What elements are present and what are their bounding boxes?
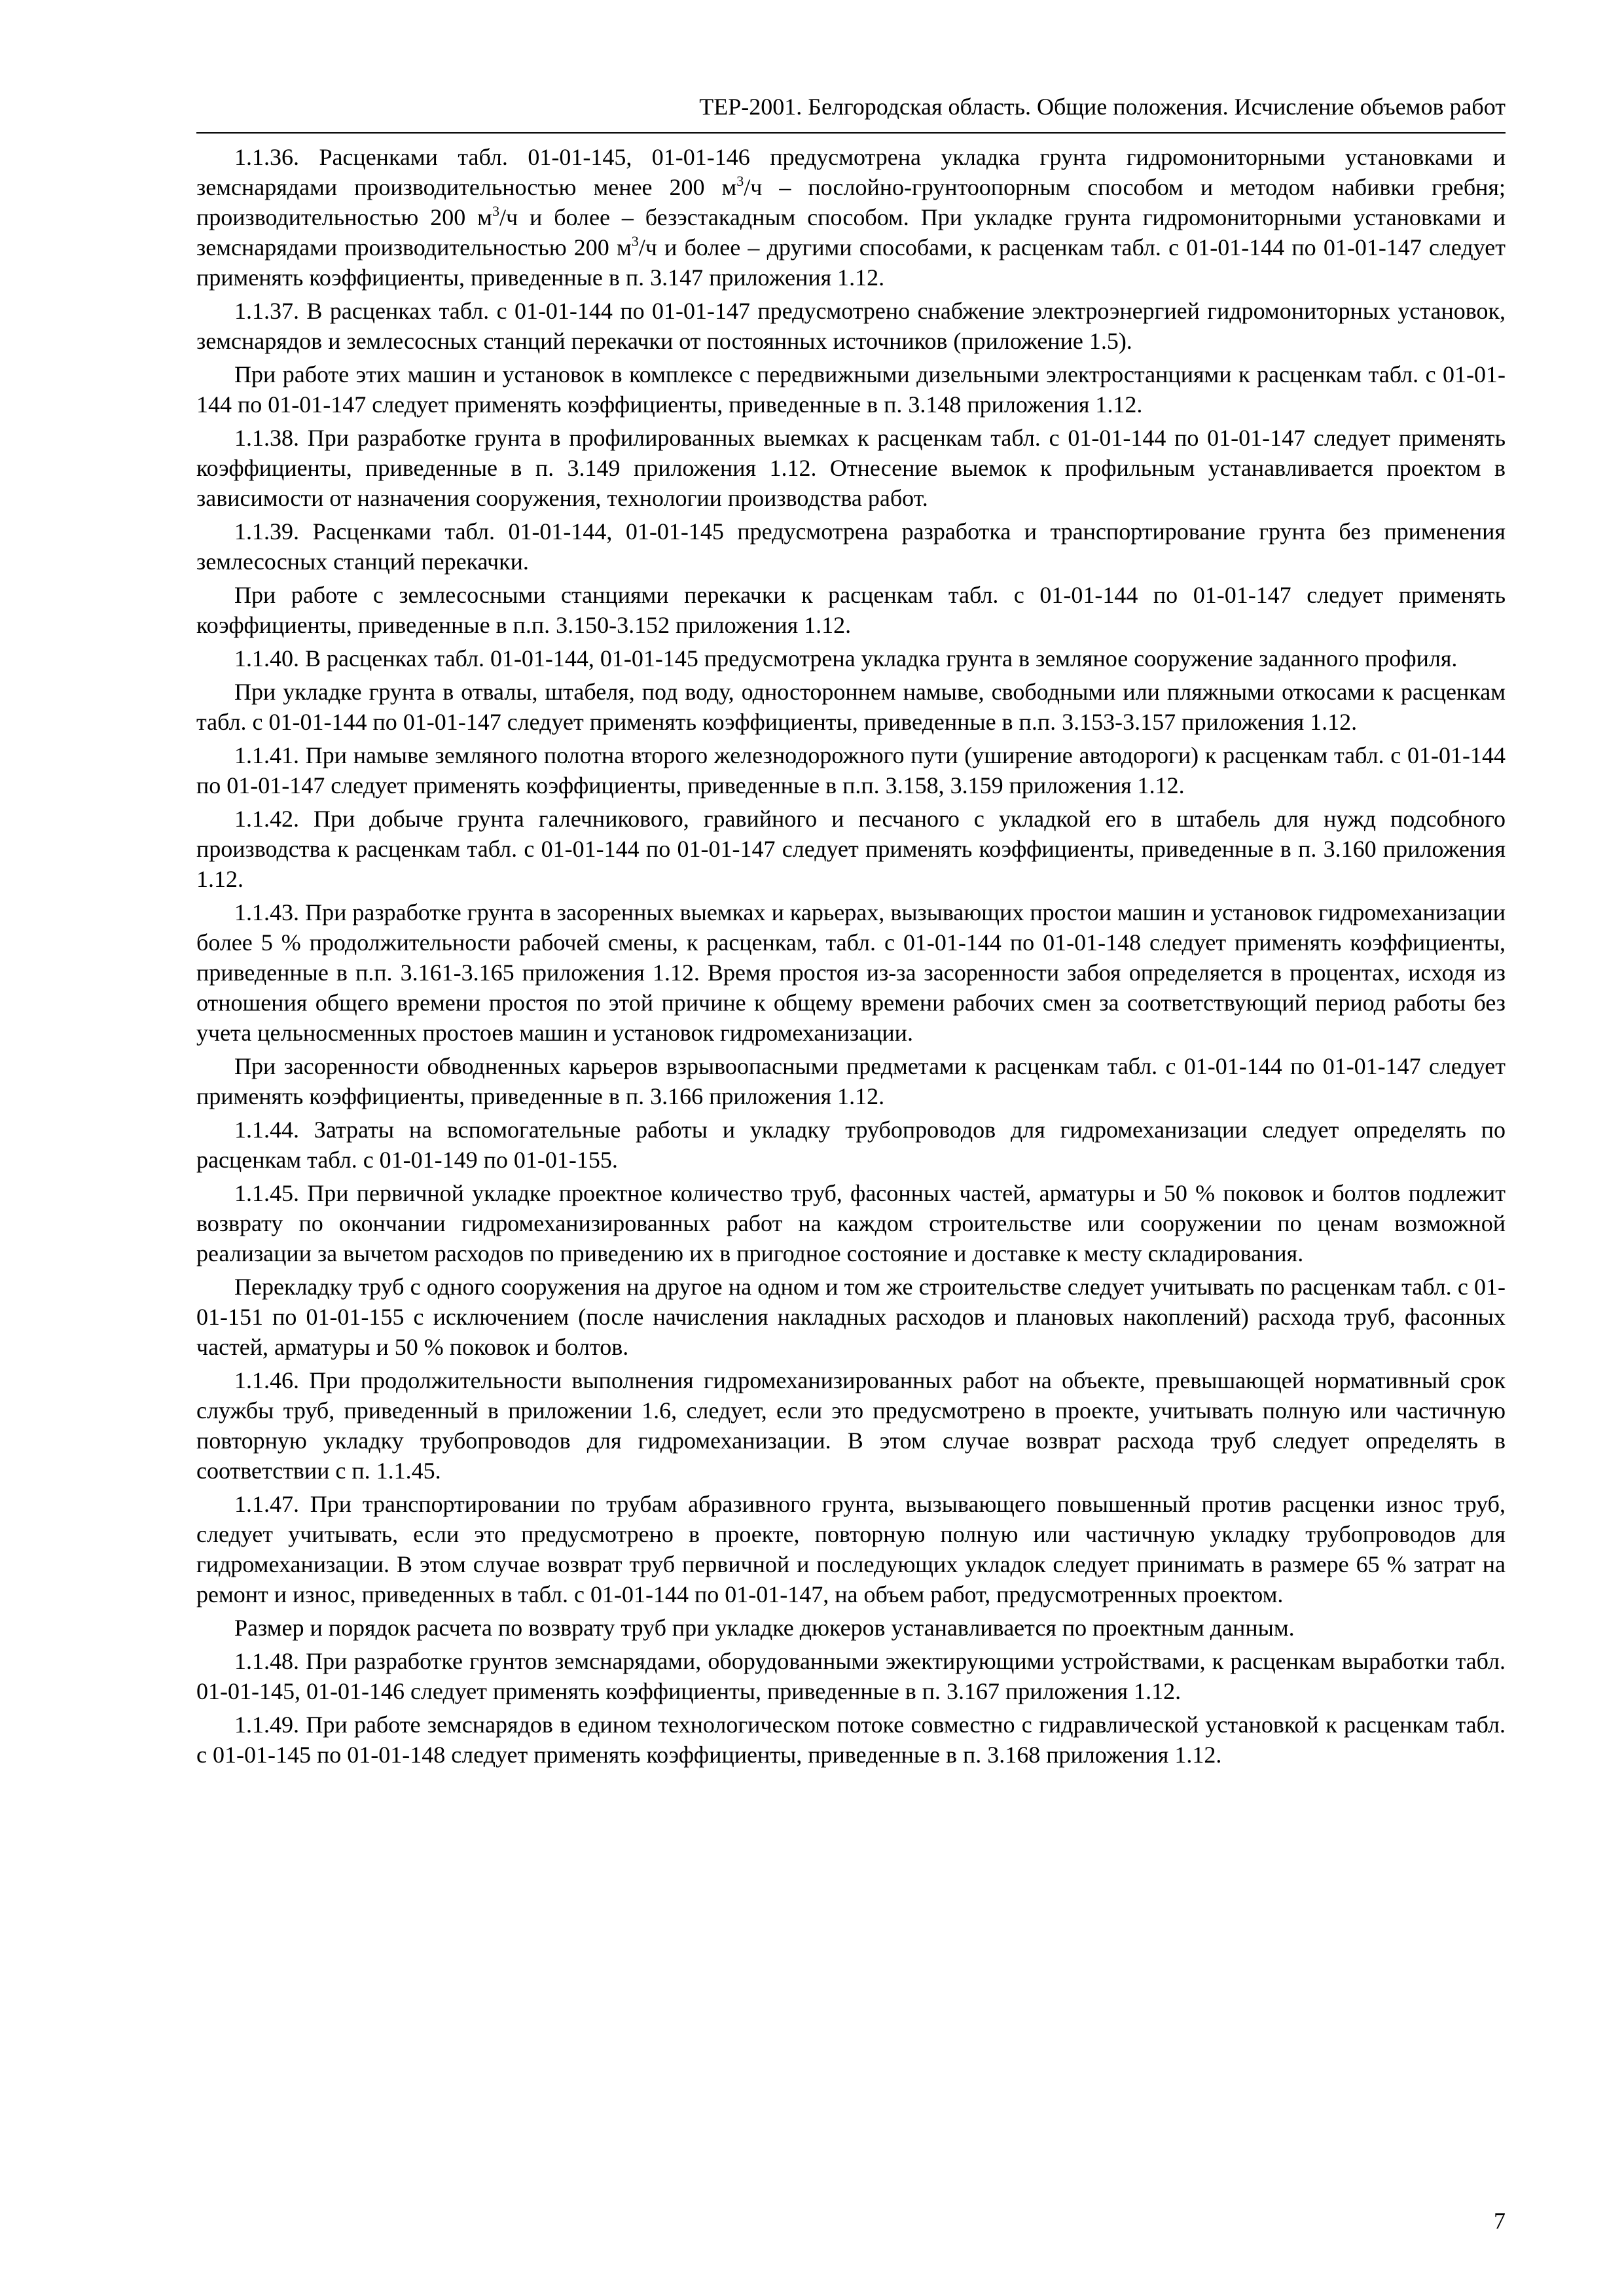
paragraph-1-1-37: 1.1.37. В расценках табл. с 01-01-144 по 01-01-147 предусмотрено снабжение электроэнергией гидромониторных установок, земснарядов и землесосных станций перекачки от постоянных источников (приложение 1.5).	[196, 298, 1506, 354]
paragraph: При работе с землесосными станциями перекачки к расценкам табл. с 01-01-144 по 01-01-147 следует применять коэффициенты, приведенные в п.п. 3.150-3.152 приложения 1.12.	[196, 582, 1506, 638]
document-body	[196, 142, 1506, 1773]
paragraph-1-1-46: 1.1.46. При продолжительности выполнения гидромеханизированных работ на объекте, превышающей нормативный срок службы труб, приведенный в приложении 1.6, следует, если это предусмотрено в проекте, учитывать полную или частичную повторную укладку трубопроводов для гидромеханизации. В этом случае возврат расхода труб следует определять в соответствии с п. 1.1.45.	[196, 1367, 1506, 1484]
superscript-cubic: 3	[736, 173, 744, 189]
paragraph: При укладке грунта в отвалы, штабеля, под воду, одностороннем намыве, свободными или пляжными откосами к расценкам табл. с 01-01-144 по 01-01-147 следует применять коэффициенты, приведенные в п.п. 3.153-3.157 приложения 1.12.	[196, 679, 1506, 735]
paragraph: При засоренности обводненных карьеров взрывоопасными предметами к расценкам табл. с 01-01-144 по 01-01-147 следует применять коэффициенты, приведенные в п. 3.166 приложения 1.12.	[196, 1053, 1506, 1109]
paragraph-1-1-36: 1.1.36. Расценками табл. 01-01-145, 01-01-146 предусмотрена укладка грунта гидромониторными установками и земснарядами производительностью менее 200 $м^3/ч$ – послойно-грунтоопорным способом и методом набивки гребня; производительностью 200 $м^3/ч$ и более – безэстакадным способом. При укладке грунта гидромониторными установками и земснарядами производительностью 200 $м^3/ч$ и более – другими способами, к расценкам табл. с 01-01-144 по 01-01-147 следует применять коэффициенты, приведенные в п. 3.147 приложения 1.12.	[196, 144, 1506, 291]
paragraph-1-1-44: 1.1.44. Затраты на вспомогательные работы и укладку трубопроводов для гидромеханизации следует определять по расценкам табл. с 01-01-149 по 01-01-155.	[196, 1117, 1506, 1173]
header-title: ТЕР-2001. Белгородская область. Общие положения. Исчисление объемов работ	[699, 94, 1506, 120]
page-number: 7	[1494, 2208, 1506, 2234]
paragraph-1-1-38: 1.1.38. При разработке грунта в профилированных выемках к расценкам табл. с 01-01-144 по 01-01-147 следует применять коэффициенты, приведенные в п. 3.149 приложения 1.12. Отнесение выемок к профильным устанавливается проектом в зависимости от назначения сооружения, технологии производства работ.	[196, 425, 1506, 511]
paragraph-1-1-49: 1.1.49. При работе земснарядов в едином технологическом потоке совместно с гидравлической установкой к расценкам табл. с 01-01-145 по 01-01-148 следует применять коэффициенты, приведенные в п. 3.168 приложения 1.12.	[196, 1712, 1506, 1768]
paragraph-1-1-40: 1.1.40. В расценках табл. 01-01-144, 01-01-145 предусмотрена укладка грунта в земляное сооружение заданного профиля.	[234, 645, 1458, 672]
paragraph: Размер и порядок расчета по возврату труб при укладке дюкеров устанавливается по проектным данным.	[234, 1615, 1295, 1641]
paragraph-1-1-43: 1.1.43. При разработке грунта в засоренных выемках и карьерах, вызывающих простои машин и установок гидромеханизации более 5 % продолжительности рабочей смены, к расценкам, табл. с 01-01-144 по 01-01-148 следует применять коэффициенты, приведенные в п.п. 3.161-3.165 приложения 1.12. Время простоя из-за засоренности забоя определяется в процентах, исходя из отношения общего времени простоя по этой причине к общему времени рабочих смен за соответствующий период работы без учета цельносменных простоев машин и установок гидромеханизации.	[196, 899, 1506, 1046]
paragraph-1-1-39: 1.1.39. Расценками табл. 01-01-144, 01-01-145 предусмотрена разработка и транспортирование грунта без применения землесосных станций перекачки.	[196, 518, 1506, 575]
page-header	[196, 92, 1506, 134]
paragraph: При работе этих машин и установок в комплексе с передвижными дизельными электростанциями к расценкам табл. с 01-01-144 по 01-01-147 следует применять коэффициенты, приведенные в п. 3.148 приложения 1.12.	[196, 361, 1506, 418]
paragraph-1-1-48: 1.1.48. При разработке грунтов земснарядами, оборудованными эжектирующими устройствами, к расценкам выработки табл. 01-01-145, 01-01-146 следует применять коэффициенты, приведенные в п. 3.167 приложения 1.12.	[196, 1648, 1506, 1704]
paragraph-1-1-41: 1.1.41. При намыве земляного полотна второго железнодорожного пути (уширение автодороги) к расценкам табл. с 01-01-144 по 01-01-147 следует применять коэффициенты, приведенные в п.п. 3.158, 3.159 приложения 1.12.	[196, 742, 1506, 798]
paragraph-1-1-45: 1.1.45. При первичной укладке проектное количество труб, фасонных частей, арматуры и 50 % поковок и болтов подлежит возврату по окончании гидромеханизированных работ на каждом строительстве или сооружении по ценам возможной реализации за вычетом расходов по приведению их в пригодное состояние и доставке к месту складирования.	[196, 1180, 1506, 1266]
paragraph-1-1-42: 1.1.42. При добыче грунта галечникового, гравийного и песчаного с укладкой его в штабель для нужд подсобного производства к расценкам табл. с 01-01-144 по 01-01-147 следует применять коэффициенты, приведенные в п. 3.160 приложения 1.12.	[196, 806, 1506, 892]
superscript-cubic: 3	[492, 203, 499, 219]
superscript-cubic: 3	[631, 233, 639, 249]
paragraph: Перекладку труб с одного сооружения на другое на одном и том же строительстве следует учитывать по расценкам табл. с 01-01-151 по 01-01-155 с исключением (после начисления накладных расходов и плановых накоплений) расхода труб, фасонных частей, арматуры и 50 % поковок и болтов.	[196, 1274, 1506, 1360]
paragraph-1-1-47: 1.1.47. При транспортировании по трубам абразивного грунта, вызывающего повышенный против расценки износ труб, следует учитывать, если это предусмотрено в проекте, повторную полную или частичную укладку трубопроводов для гидромеханизации. В этом случае возврат труб первичной и последующих укладок следует принимать в размере 65 % затрат на ремонт и износ, приведенных в табл. с 01-01-144 по 01-01-147, на объем работ, предусмотренных проектом.	[196, 1491, 1506, 1607]
